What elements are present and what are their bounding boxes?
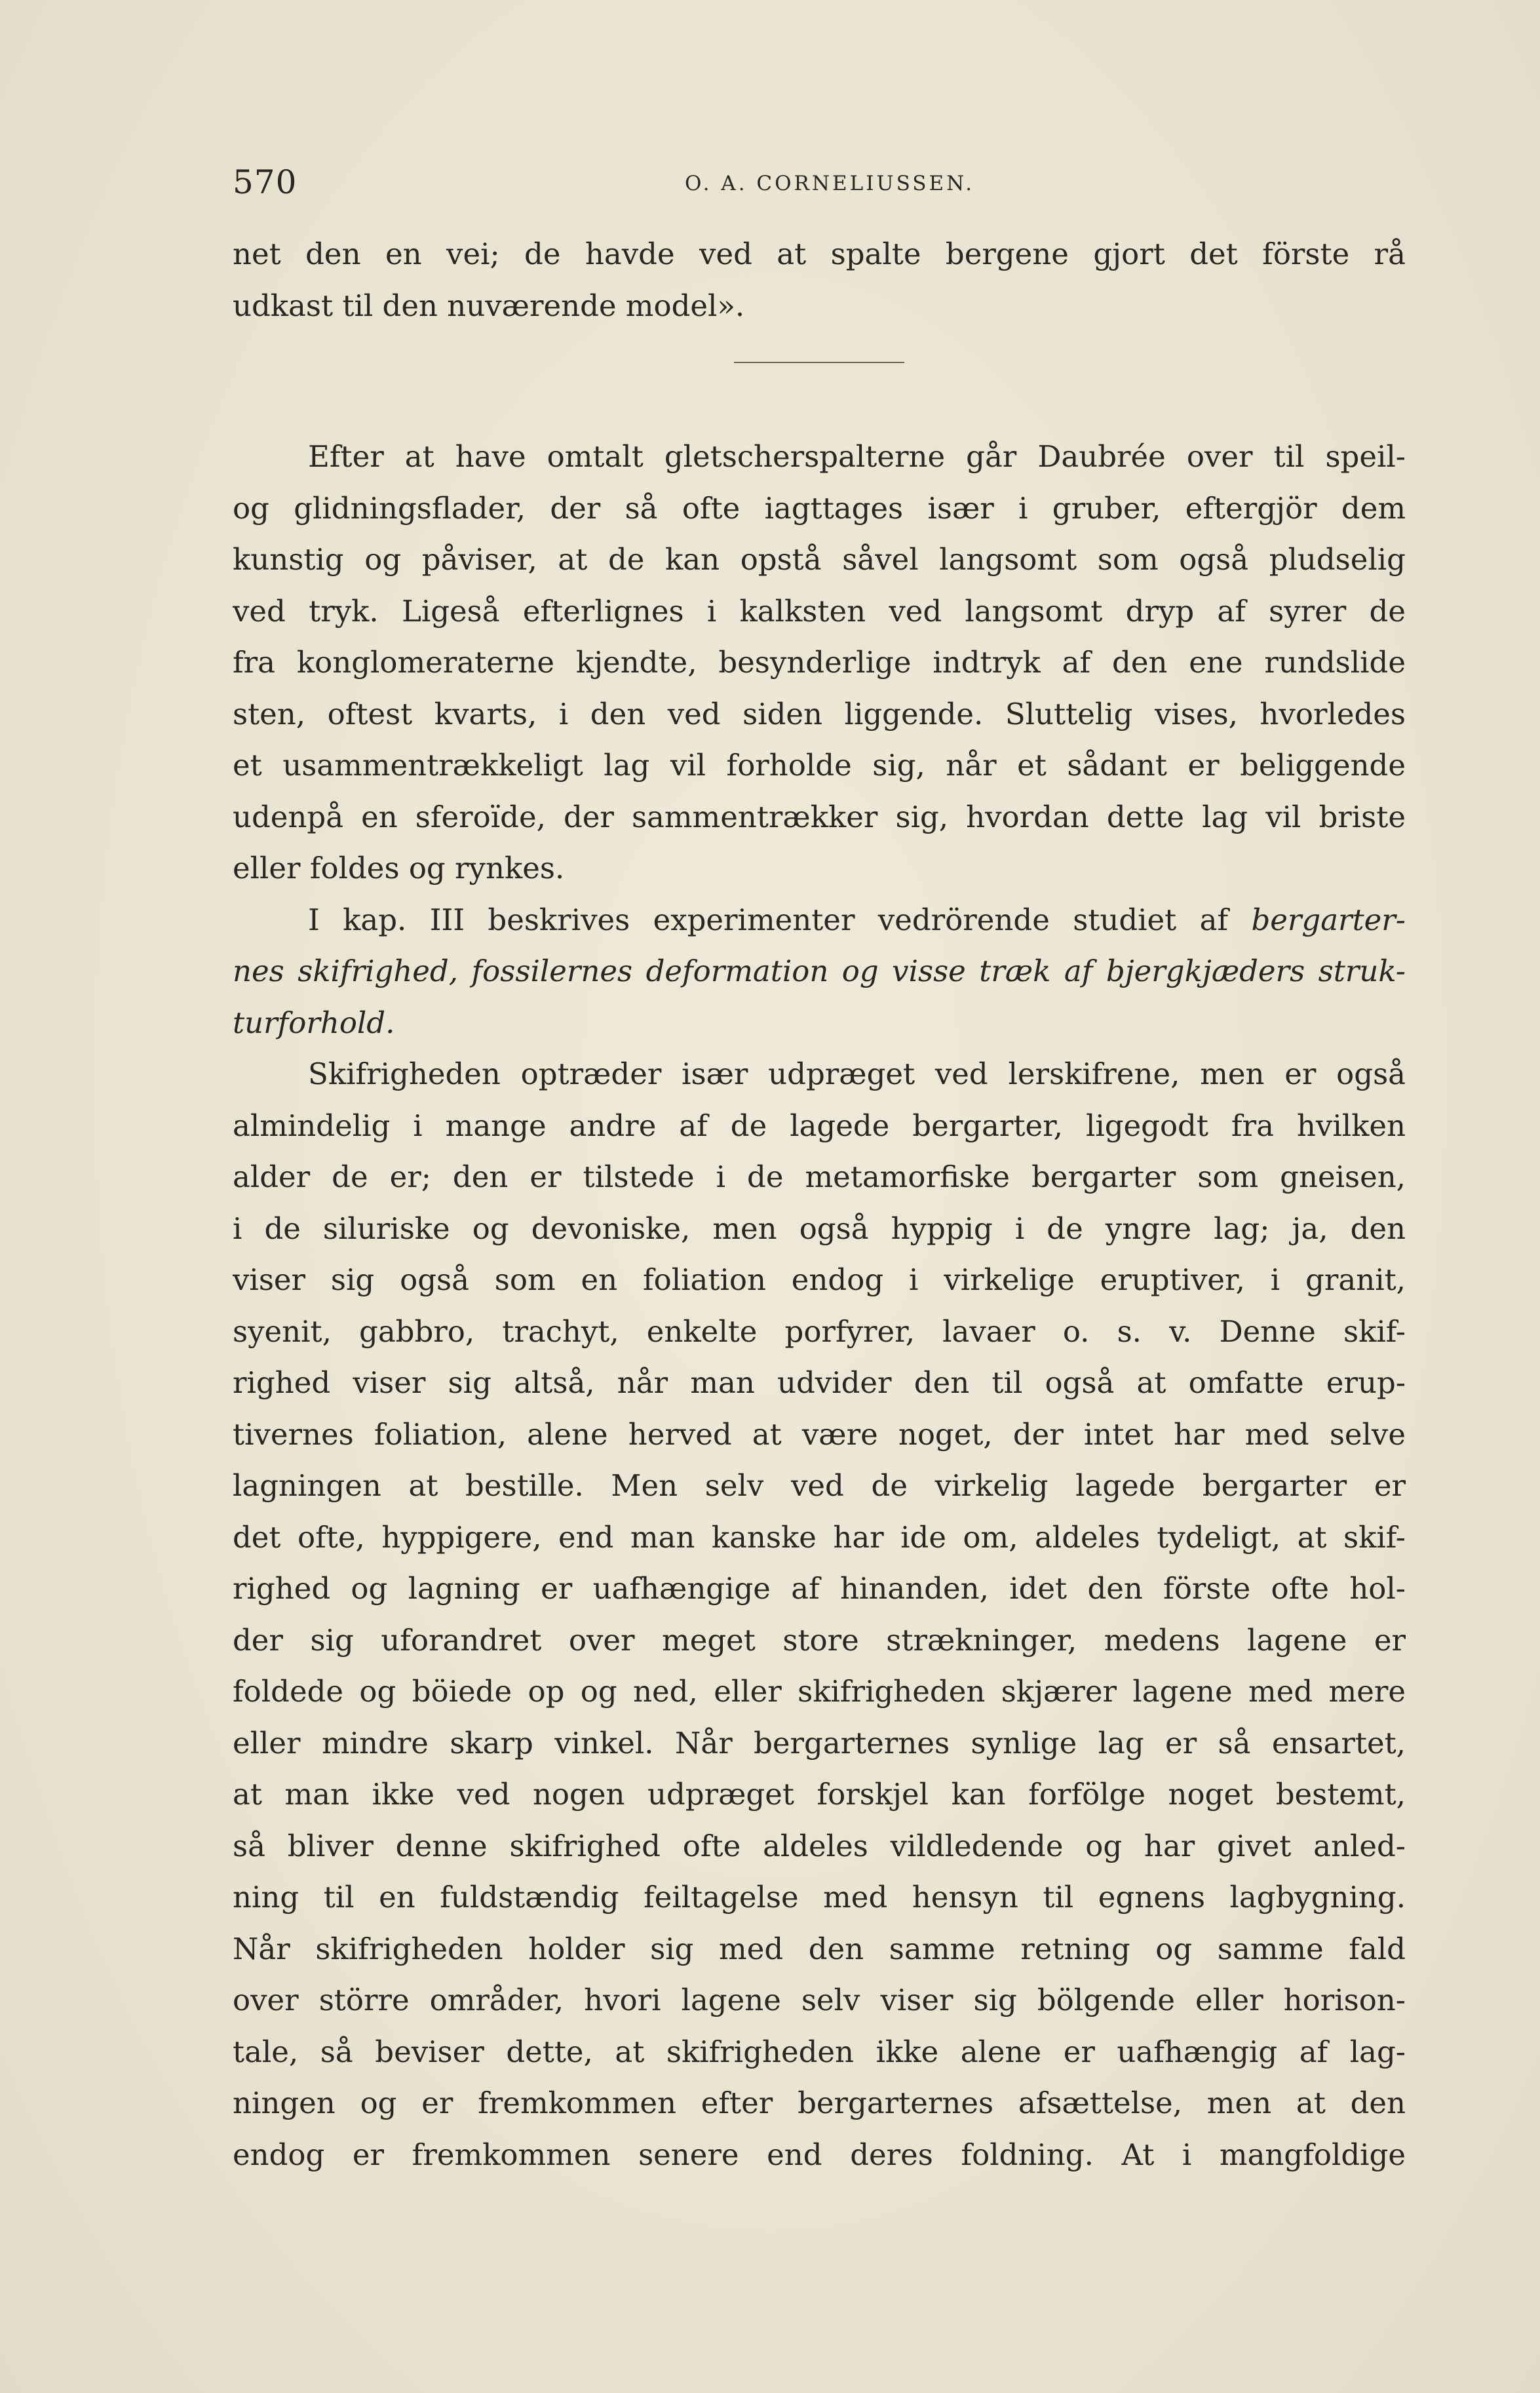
text-line: fra konglomeraterne kjendte, besynderlige indtryk af den ene rundslide [233, 645, 1406, 680]
text-line: foldede og böiede op og ned, eller skifrigheden skjærer lagene med mere [233, 1674, 1406, 1709]
text-line: ning til en fuldstændig feiltagelse med hensyn til egnens lagbygning. [233, 1880, 1406, 1915]
text-line: eller foldes og rynkes. [233, 851, 565, 885]
text-line: net den en vei; de havde ved at spalte bergene gjort det förste rå [233, 237, 1406, 271]
text-line: at man ikke ved nogen udpræget forskjel kan forfölge noget bestemt, [233, 1777, 1406, 1812]
text-line-italic: turforhold. [233, 1005, 395, 1040]
text-line: endog er fremkommen senere end deres foldning. At i mangfoldige [233, 2137, 1406, 2172]
text-line: det ofte, hyppigere, end man kanske har ide om, aldeles tydeligt, at skif- [233, 1519, 1406, 1555]
text-line: over större områder, hvori lagene selv viser sig bölgende eller horison- [233, 1983, 1406, 2017]
running-head-author: O. A. CORNELIUSSEN. [685, 172, 975, 195]
text-line: tale, så beviser dette, at skifrigheden ikke alene er uafhængig af lag- [233, 2034, 1406, 2069]
text-line: ved tryk. Ligeså efterlignes i kalksten ved langsomt dryp af syrer de [233, 593, 1406, 629]
kap-iii-intro-text: I kap. III beskrives experimenter vedrörende studiet af [308, 902, 1252, 937]
text-line: tivernes foliation, alene herved at være noget, der intet har med selve [233, 1416, 1406, 1452]
text-line: ningen og er fremkommen efter bergarternes afsættelse, men at den [233, 2086, 1406, 2120]
text-line: Skifrigheden optræder især udpræget ved lerskifrene, men er også [308, 1057, 1406, 1091]
continuation-text [233, 229, 1406, 332]
text-line: alder de er; den er tilstede i de metamorfiske bergarter som gneisen, [233, 1159, 1406, 1194]
section-separator-rule [734, 362, 904, 363]
text-line: viser sig også som en foliation endog i virkelige eruptiver, i granit, [233, 1262, 1406, 1297]
text-line: Efter at have omtalt gletscherspalterne går Daubrée over til speil- [308, 439, 1406, 474]
text-line: kunstig og påviser, at de kan opstå såvel langsomt som også pludselig [233, 542, 1406, 577]
text-line: i de siluriske og devoniske, men også hyppig i de yngre lag; ja, den [233, 1211, 1406, 1246]
text-line: righed viser sig altså, når man udvider den til også at omfatte erup- [233, 1365, 1406, 1400]
text-line: sten, oftest kvarts, i den ved siden liggende. Sluttelig vises, hvorledes [233, 696, 1406, 731]
text-line-kap-iii [233, 895, 1406, 946]
text-line: lagningen at bestille. Men selv ved de virkelig lagede bergarter er [233, 1468, 1406, 1503]
text-line: righed og lagning er uafhængige af hinanden, idet den förste ofte hol- [233, 1571, 1406, 1606]
text-line: almindelig i mange andre af de lagede bergarter, ligegodt fra hvilken [233, 1108, 1406, 1143]
text-line: eller mindre skarp vinkel. Når bergarternes synlige lag er så ensartet, [233, 1725, 1406, 1761]
text-line: udenpå en sferoïde, der sammentrækker sig, hvordan dette lag vil briste [233, 799, 1406, 834]
running-head [233, 159, 1406, 205]
text-line: udkast til den nuværende model». [233, 288, 745, 323]
text-line: Når skifrigheden holder sig med den samme retning og samme fald [233, 1931, 1406, 1966]
text-line: så bliver denne skifrighed ofte aldeles vildledende og har givet anled- [233, 1828, 1406, 1863]
text-line: og glidningsflader, der så ofte iagttages især i gruber, eftergjör dem [233, 490, 1406, 526]
page-number: 570 [233, 163, 298, 201]
kap-iii-topic-italic: bergarter- [1251, 902, 1406, 937]
text-line: et usammentrækkeligt lag vil forholde sig, når et sådant er beliggende [233, 748, 1406, 783]
text-line: syenit, gabbro, trachyt, enkelte porfyrer, lavaer o. s. v. Denne skif- [233, 1313, 1406, 1349]
text-line: der sig uforandret over meget store strækninger, medens lagene er [233, 1622, 1406, 1658]
paragraph-daubree [233, 431, 1406, 2181]
text-line-italic: nes skifrighed, fossilernes deformation og visse træk af bjergkjæders struk- [233, 954, 1406, 988]
